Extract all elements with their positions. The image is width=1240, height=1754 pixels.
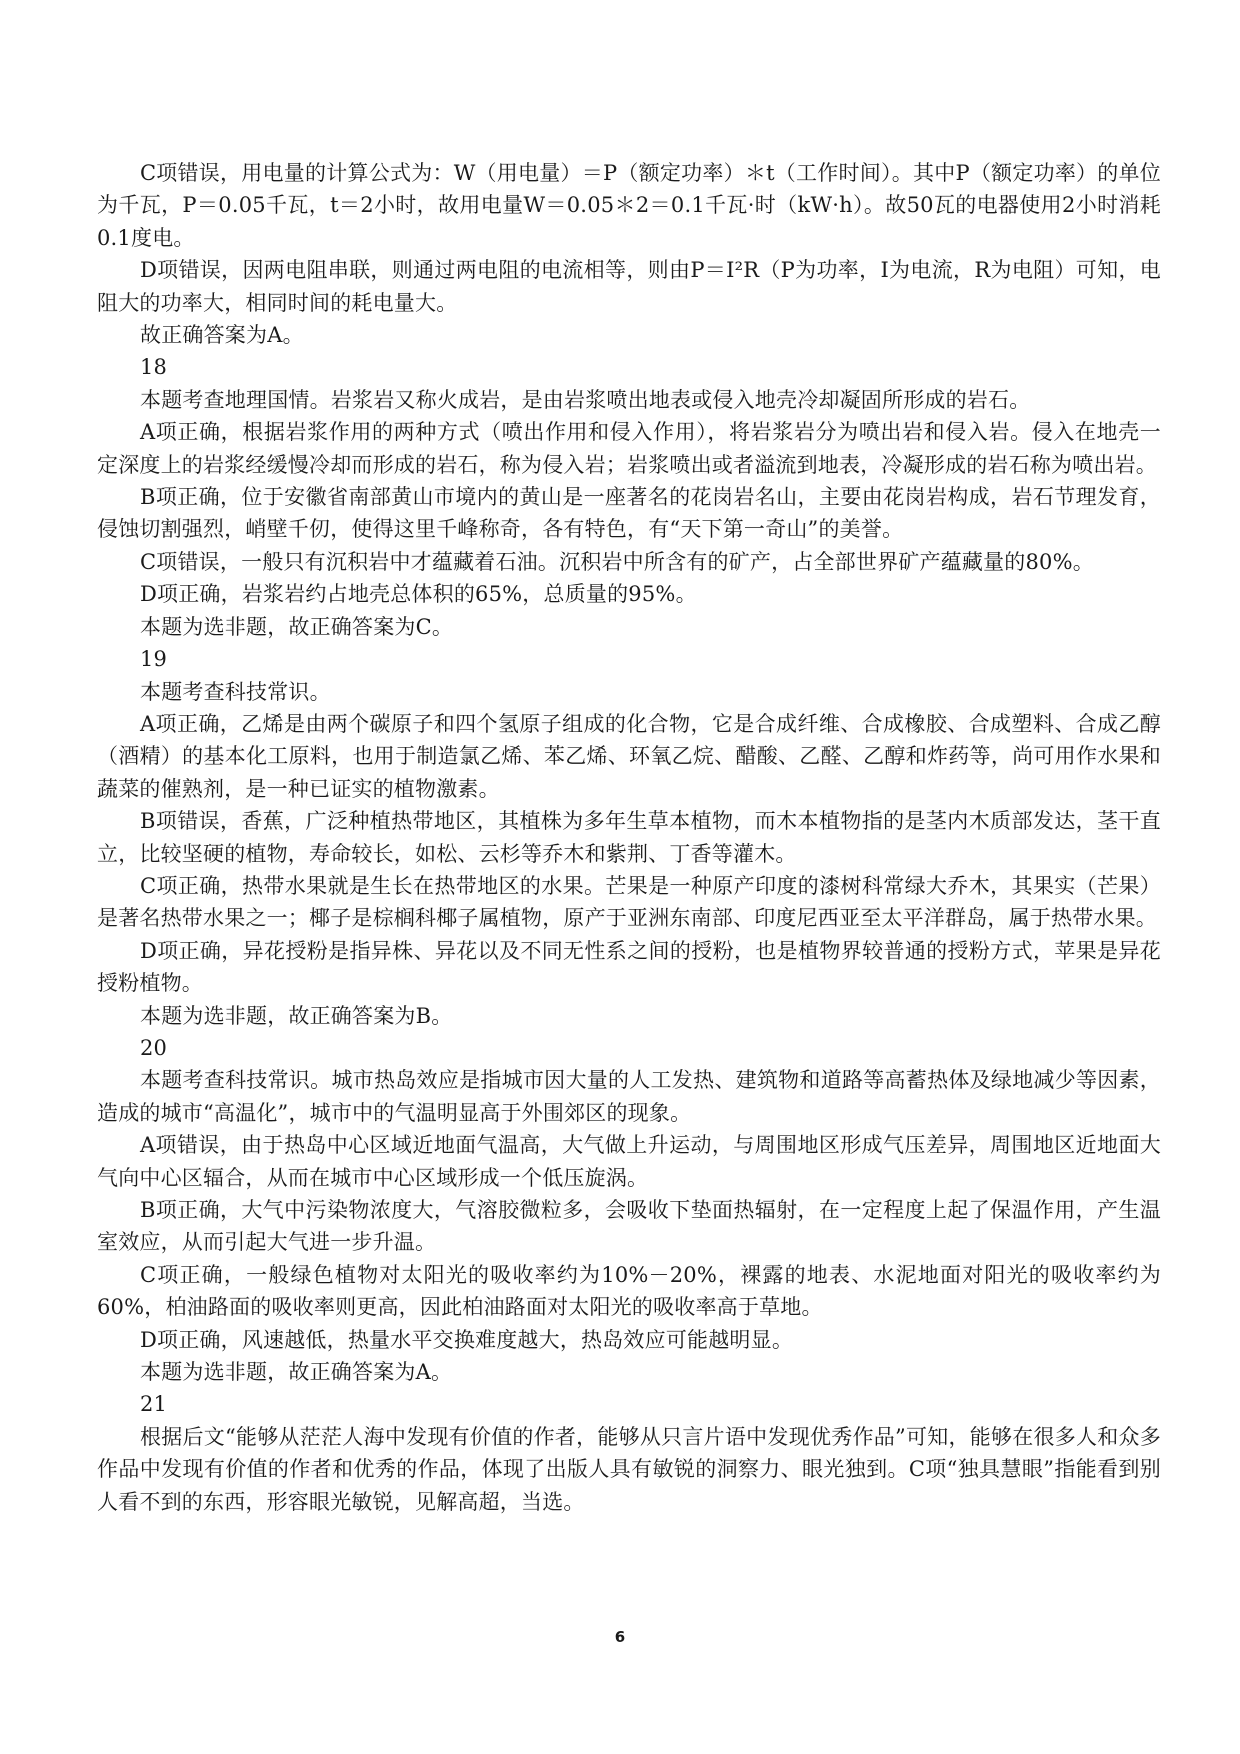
paragraph: A项正确，乙烯是由两个碳原子和四个氢原子组成的化合物，它是合成纤维、合成橡胶、合成塑料、合成乙醇（酒精）的基本化工原料，也用于制造氯乙烯、苯乙烯、环氧乙烷、醋酸、乙醛、乙醇和炸药等，尚可用作水果和蔬菜的催熟剂，是一种已证实的植物激素。	[97, 711, 1161, 801]
document-body	[97, 157, 1161, 1518]
paragraph: B项错误，香蕉，广泛种植热带地区，其植株为多年生草本植物，而木本植物指的是茎内木质部发达，茎干直立，比较坚硬的植物，寿命较长，如松、云杉等乔木和紫荆、丁香等灌木。	[97, 809, 1161, 866]
paragraph: 本题为选非题，故正确答案为A。	[140, 1360, 453, 1385]
paragraph: B项正确，大气中污染物浓度大，气溶胶微粒多，会吸收下垫面热辐射，在一定程度上起了保温作用，产生温室效应，从而引起大气进一步升温。	[97, 1198, 1161, 1255]
paragraph: D项错误，因两电阻串联，则通过两电阻的电流相等，则由P＝I²R（P为功率，I为电流，R为电阻）可知，电阻大的功率大，相同时间的耗电量大。	[97, 258, 1161, 315]
paragraph: 本题考查地理国情。岩浆岩又称火成岩，是由岩浆喷出地表或侵入地壳冷却凝固所形成的岩石。	[140, 387, 1031, 412]
paragraph: 本题考查科技常识。城市热岛效应是指城市因大量的人工发热、建筑物和道路等高蓄热体及绿地减少等因素，造成的城市“高温化”，城市中的气温明显高于外围郊区的现象。	[97, 1068, 1161, 1125]
question-number: 18	[140, 355, 168, 380]
paragraph: C项正确，一般绿色植物对太阳光的吸收率约为10%－20%，裸露的地表、水泥地面对阳光的吸收率约为60%，柏油路面的吸收率则更高，因此柏油路面对太阳光的吸收率高于草地。	[97, 1262, 1161, 1320]
question-number: 19	[140, 647, 168, 672]
paragraph: 本题为选非题，故正确答案为C。	[140, 614, 454, 639]
paragraph: D项正确，岩浆岩约占地壳总体积的65%，总质量的95%。	[140, 582, 697, 607]
paragraph: C项正确，热带水果就是生长在热带地区的水果。芒果是一种原产印度的漆树科常绿大乔木，其果实（芒果）是著名热带水果之一；椰子是棕榈科椰子属植物，原产于亚洲东南部、印度尼西亚至太平洋群岛，属于热带水果。	[97, 873, 1161, 931]
paragraph: C项错误，用电量的计算公式为：W（用电量）＝P（额定功率）＊t（工作时间）。其中P（额定功率）的单位为千瓦，P＝0.05千瓦，t＝2小时，故用电量W＝0.05＊2＝0.1千瓦·时（kW·h）。故50瓦的电器使用2小时消耗0.1度电。	[97, 161, 1161, 250]
paragraph: 根据后文“能够从茫茫人海中发现有价值的作者，能够从只言片语中发现优秀作品”可知，能够在很多人和众多作品中发现有价值的作者和优秀的作品，体现了出版人具有敏锐的洞察力、眼光独到。C项“独具慧眼”指能看到别人看不到的东西，形容眼光敏锐，见解高超，当选。	[97, 1424, 1161, 1514]
paragraph: 本题为选非题，故正确答案为B。	[140, 1003, 453, 1028]
paragraph: 本题考查科技常识。	[140, 679, 331, 704]
paragraph: A项错误，由于热岛中心区域近地面气温高，大气做上升运动，与周围地区形成气压差异，周围地区近地面大气向中心区辐合，从而在城市中心区域形成一个低压旋涡。	[97, 1133, 1161, 1190]
paragraph: C项错误，一般只有沉积岩中才蕴藏着石油。沉积岩中所含有的矿产，占全部世界矿产蕴藏量的80%。	[140, 549, 1094, 574]
question-number: 21	[140, 1392, 168, 1417]
paragraph: 故正确答案为A。	[140, 323, 304, 348]
question-number: 20	[140, 1035, 168, 1060]
paragraph: D项正确，风速越低，热量水平交换难度越大，热岛效应可能越明显。	[140, 1327, 794, 1352]
page-number: 6	[614, 1628, 626, 1646]
paragraph: B项正确，位于安徽省南部黄山市境内的黄山是一座著名的花岗岩名山，主要由花岗岩构成，岩石节理发育，侵蚀切割强烈，峭壁千仞，使得这里千峰称奇，各有特色，有“天下第一奇山”的美誉。	[97, 485, 1161, 542]
paragraph: A项正确，根据岩浆作用的两种方式（喷出作用和侵入作用），将岩浆岩分为喷出岩和侵入岩。侵入在地壳一定深度上的岩浆经缓慢冷却而形成的岩石，称为侵入岩；岩浆喷出或者溢流到地表，冷凝形成的岩石称为喷出岩。	[97, 420, 1161, 477]
paragraph: D项正确，异花授粉是指异株、异花以及不同无性系之间的授粉，也是植物界较普通的授粉方式，苹果是异花授粉植物。	[97, 938, 1161, 996]
